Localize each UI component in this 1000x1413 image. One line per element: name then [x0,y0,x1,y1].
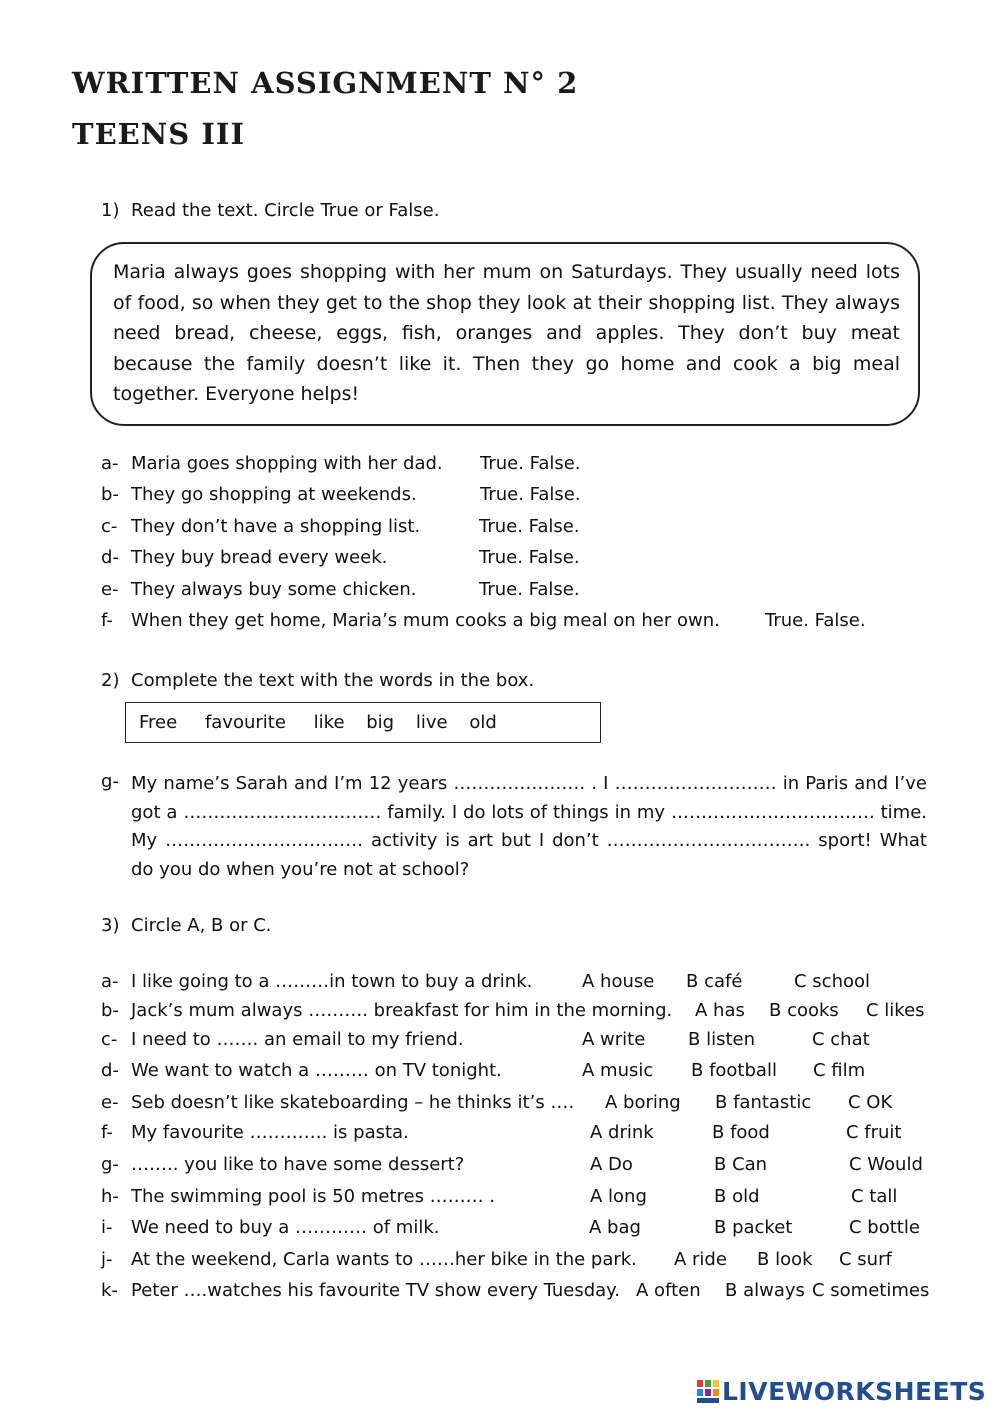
page-title: WRITTEN ASSIGNMENT N° 2 [72,66,579,100]
mc-option-b[interactable]: B packet [714,1217,793,1238]
mc-item-letter: b- [101,1000,119,1021]
mc-item-text: I like going to a ………in town to buy a drink. [131,971,533,992]
mc-option-b[interactable]: B food [712,1122,770,1143]
mc-option-a[interactable]: A boring [605,1092,681,1113]
mc-item-text: Seb doesn’t like skateboarding – he thinks it’s …. [131,1092,575,1113]
tf-item-letter: d- [101,547,119,568]
tf-item-letter: c- [101,516,118,537]
mc-option-c[interactable]: C OK [848,1092,893,1113]
liveworksheets-icon [697,1380,719,1404]
mc-option-b[interactable]: B football [691,1060,777,1081]
mc-option-b[interactable]: B Can [714,1154,768,1175]
mc-option-c[interactable]: C likes [866,1000,925,1021]
mc-option-c[interactable]: C fruit [846,1122,902,1143]
mc-option-a[interactable]: A often [636,1280,701,1301]
mc-item-letter: e- [101,1092,119,1113]
mc-option-b[interactable]: B always [725,1280,805,1301]
mc-item-letter: i- [101,1217,113,1238]
section3-instruction: Circle A, B or C. [131,915,272,936]
mc-item-letter: f- [101,1122,113,1143]
tf-item-text: They always buy some chicken. [131,579,417,600]
mc-option-b[interactable]: B cooks [769,1000,839,1021]
mc-item-text: We need to buy a ………… of milk. [131,1217,440,1238]
section2-instruction: Complete the text with the words in the box. [131,670,535,691]
tf-item-options[interactable]: True. False. [480,453,581,474]
mc-option-b[interactable]: B café [686,971,743,992]
mc-option-b[interactable]: B listen [688,1029,755,1050]
mc-option-a[interactable]: A long [590,1186,647,1207]
mc-option-c[interactable]: C surf [839,1249,892,1270]
mc-option-b[interactable]: B fantastic [715,1092,812,1113]
tf-item-options[interactable]: True. False. [479,516,580,537]
word-box [125,702,601,743]
tf-item-options[interactable]: True. False. [479,547,580,568]
mc-item-text: I need to ……. an email to my friend. [131,1029,464,1050]
mc-option-a[interactable]: A music [582,1060,654,1081]
section1-instruction: Read the text. Circle True or False. [131,200,440,221]
tf-item-letter: b- [101,484,119,505]
mc-item-letter: c- [101,1029,118,1050]
mc-option-c[interactable]: C school [794,971,870,992]
word-box-item: like [313,712,345,733]
page-subtitle: TEENS III [72,117,246,151]
tf-item-letter: f- [101,610,113,631]
reading-passage: Maria always goes shopping with her mum on Saturdays. They usually need lots of food, so when they get to the shop they look at their shopping list. They always need bread, cheese, eggs, fish, oranges and apples. They don’t buy meat because the family doesn’t like it. Then they go home and cook a big meal together. Everyone helps! [113,261,900,405]
tf-item-options[interactable]: True. False. [480,484,581,505]
word-box-item: old [469,712,497,733]
word-box-item: live [415,712,448,733]
mc-option-c[interactable]: C film [813,1060,866,1081]
liveworksheets-logo: LIVEWORKSHEETS [722,1377,987,1406]
section1-number: 1) [101,200,120,221]
mc-option-b[interactable]: B old [714,1186,760,1207]
tf-item-letter: e- [101,579,119,600]
mc-option-c[interactable]: C tall [851,1186,898,1207]
mc-item-letter: j- [101,1249,113,1270]
mc-item-text: At the weekend, Carla wants to ……her bike in the park. [131,1249,637,1270]
tf-item-text: Maria goes shopping with her dad. [131,453,443,474]
tf-item-letter: a- [101,453,119,474]
word-box-item: big [366,712,395,733]
mc-item-letter: a- [101,971,119,992]
mc-option-c[interactable]: C chat [812,1029,870,1050]
mc-option-c[interactable]: C Would [849,1154,923,1175]
word-box-item: Free [139,712,178,733]
mc-option-c[interactable]: C sometimes [812,1280,930,1301]
mc-item-text: …….. you like to have some dessert? [131,1154,465,1175]
tf-item-options[interactable]: True. False. [479,579,580,600]
mc-item-text: My favourite …………. is pasta. [131,1122,409,1143]
mc-item-letter: k- [101,1280,118,1301]
mc-option-b[interactable]: B look [757,1249,813,1270]
section3-number: 3) [101,915,120,936]
mc-item-text: Peter ….watches his favourite TV show every Tuesday. [131,1280,620,1301]
word-box-item: favourite [204,712,286,733]
tf-item-text: They go shopping at weekends. [131,484,417,505]
mc-option-a[interactable]: A bag [589,1217,641,1238]
mc-option-a[interactable]: A write [582,1029,646,1050]
tf-item-options[interactable]: True. False. [765,610,866,631]
mc-item-letter: h- [101,1186,119,1207]
mc-item-text: The swimming pool is 50 metres ……… . [131,1186,496,1207]
gap-fill-text[interactable]: My name’s Sarah and I’m 12 years …………………. . I ……………………… in Paris and I’ve got a …………………………… family. I do lots of things in my ……………………………. time. My …………………………… activity is art but I don’t ……………………………. sport! What do you do when you’re not at school? [131,773,927,880]
tf-item-text: They buy bread every week. [131,547,388,568]
tf-item-text: They don’t have a shopping list. [131,516,421,537]
mc-option-a[interactable]: A has [695,1000,745,1021]
section2-item-letter: g- [101,771,119,792]
section2-number: 2) [101,670,120,691]
mc-option-a[interactable]: A drink [590,1122,654,1143]
mc-option-a[interactable]: A house [582,971,655,992]
mc-option-c[interactable]: C bottle [849,1217,920,1238]
mc-option-a[interactable]: A ride [674,1249,727,1270]
mc-item-letter: d- [101,1060,119,1081]
tf-item-text: When they get home, Maria’s mum cooks a big meal on her own. [131,610,720,631]
mc-option-a[interactable]: A Do [590,1154,633,1175]
mc-item-text: We want to watch a ……… on TV tonight. [131,1060,502,1081]
mc-item-letter: g- [101,1154,119,1175]
mc-item-text: Jack’s mum always ………. breakfast for him in the morning. [131,1000,673,1021]
